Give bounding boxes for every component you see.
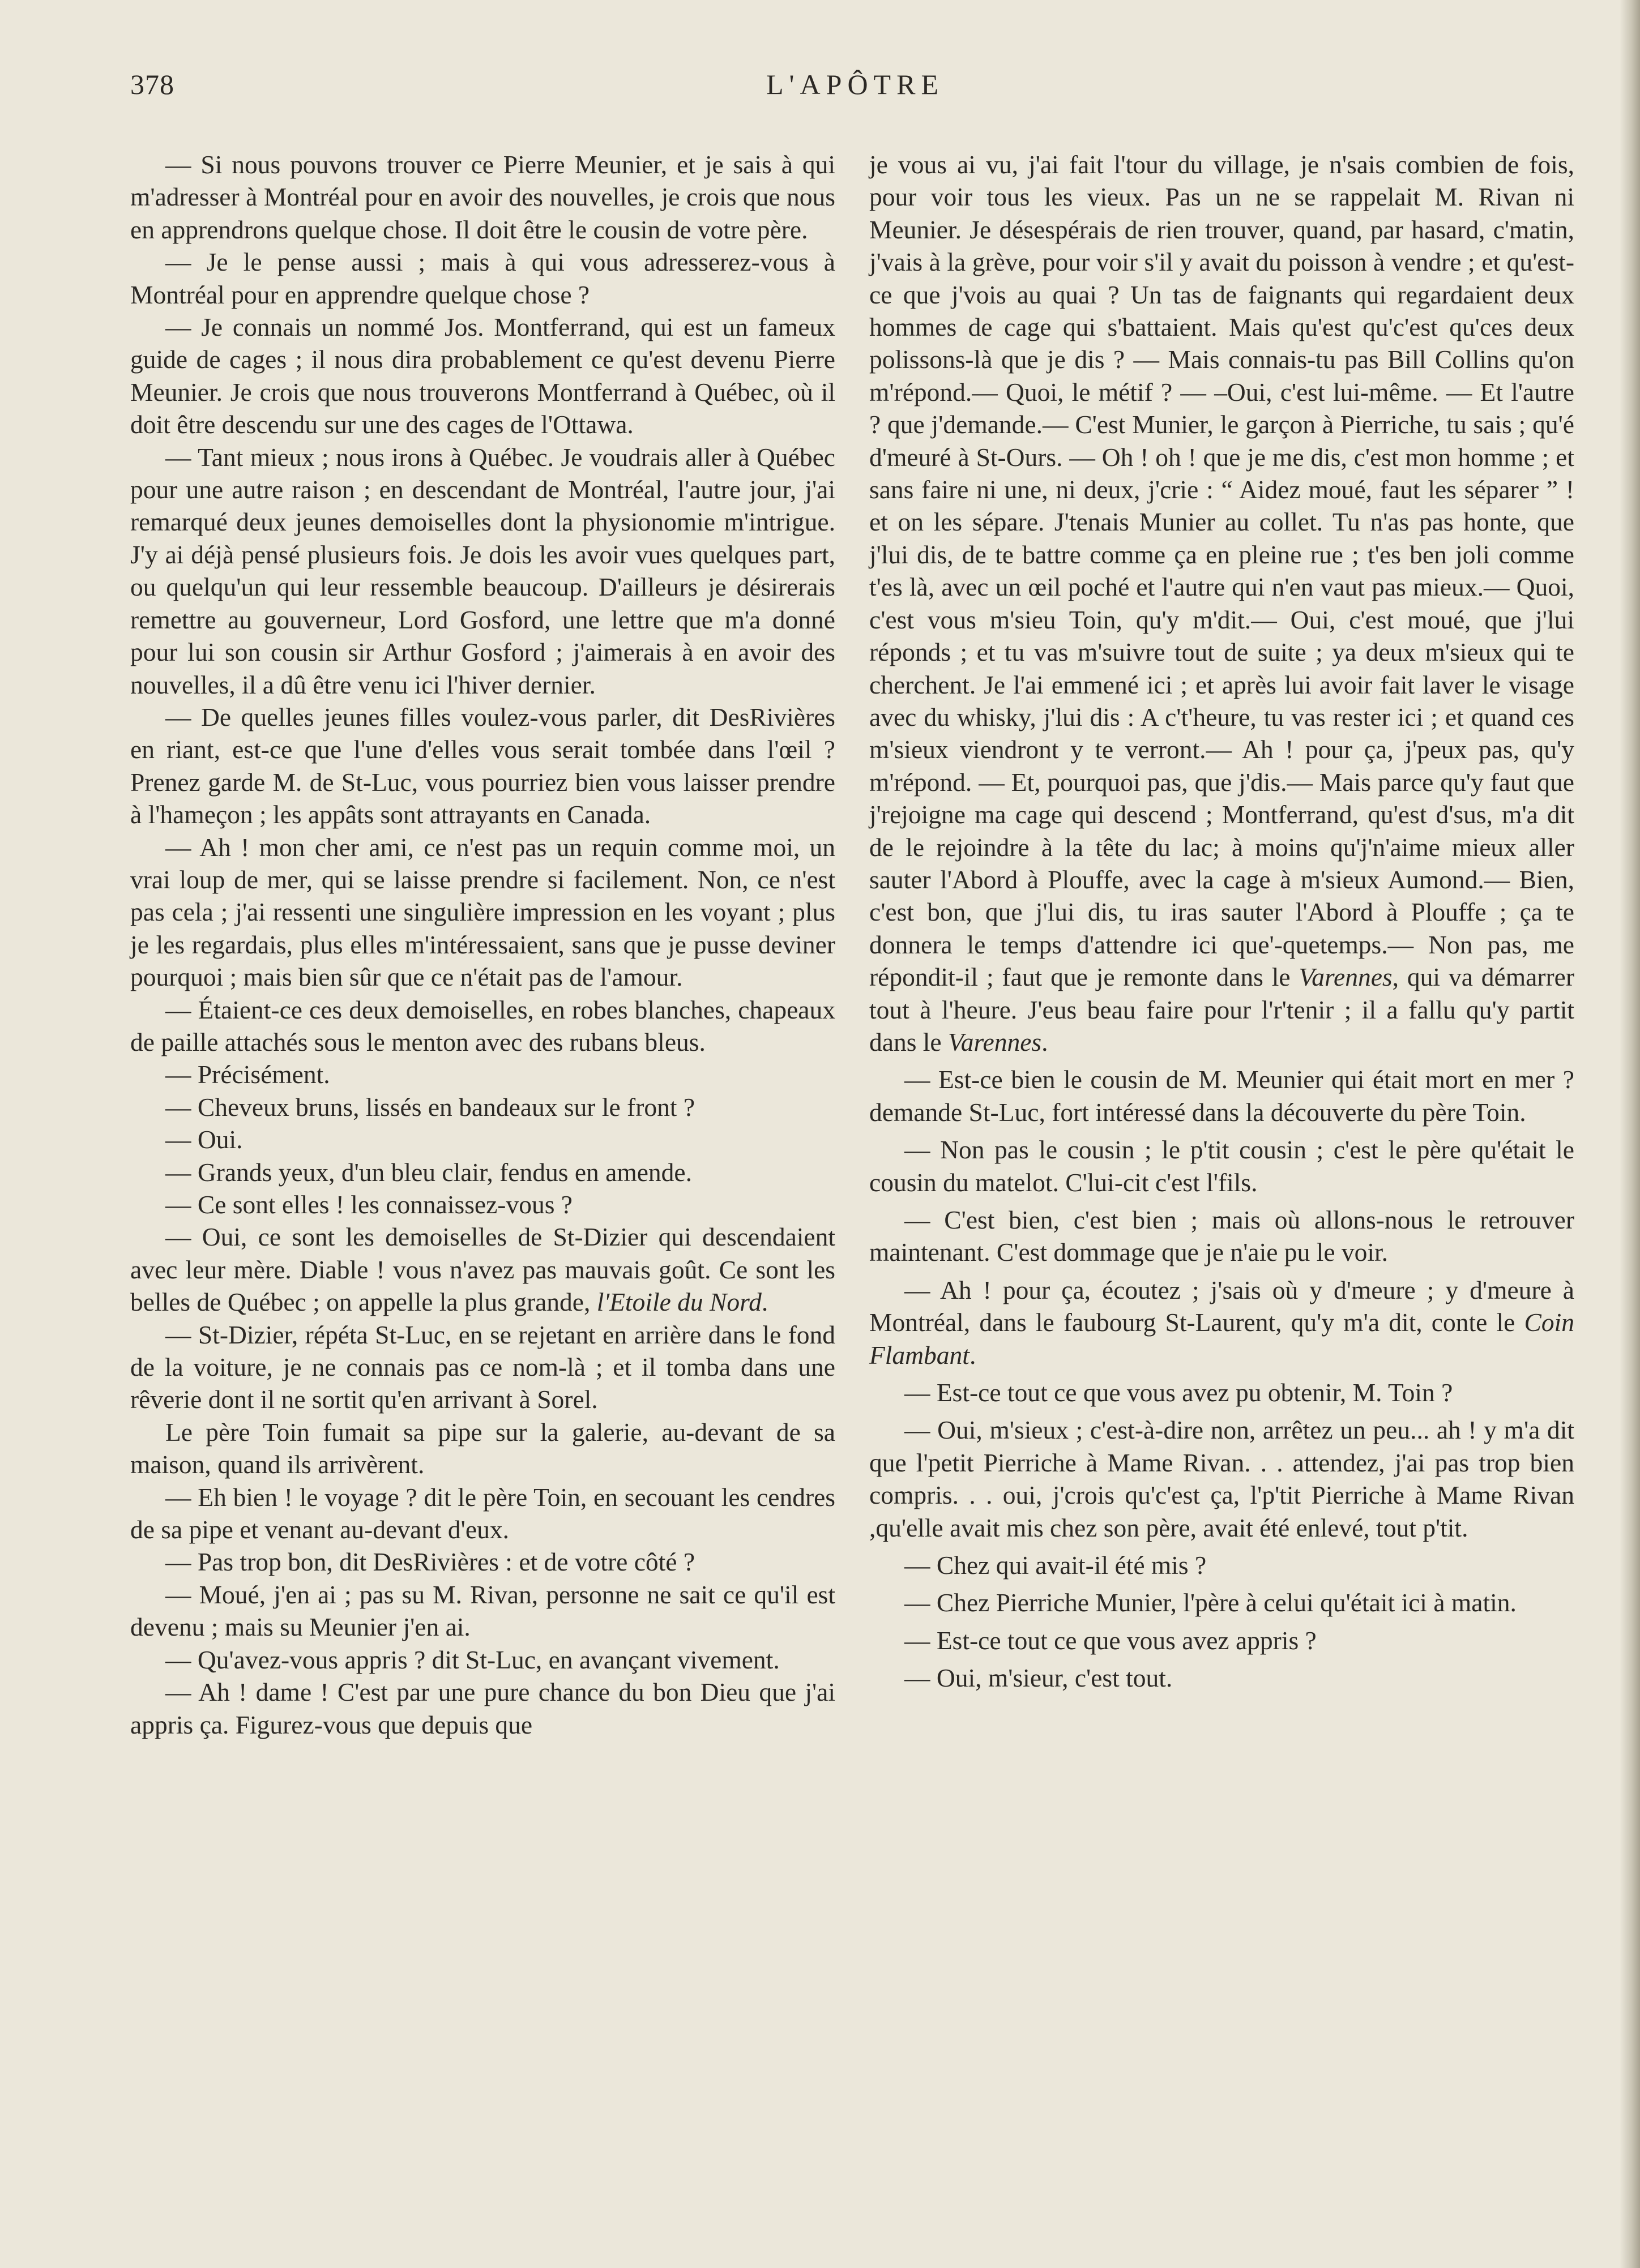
paragraph-text: — Grands yeux, d'un bleu clair, fendus en amende.	[165, 1157, 692, 1187]
italic-title: Varennes	[1299, 962, 1393, 992]
paragraph-text: — Ah ! dame ! C'est par une pure chance du bon Dieu que j'ai appris ça. Figurez-vous que depuis que	[130, 1678, 835, 1739]
paragraph	[130, 246, 835, 311]
paragraph-text: — Eh bien ! le voyage ? dit le père Toin, en secouant les cendres de sa pipe et venant au-devant d'eux.	[130, 1482, 835, 1544]
paragraph	[130, 1578, 835, 1644]
paragraph-text: .	[1041, 1027, 1048, 1056]
paragraph-text: — Oui.	[165, 1125, 243, 1154]
paragraph-text: — Je connais un nommé Jos. Montferrand, qui est un fameux guide de cages ; il nous dira probablement ce qu'est devenu Pierre Meunier. Je crois que nous trouverons Montferrand à Québec, où il doit être descendu sur une des cages de l'Ottawa.	[130, 313, 835, 439]
italic-title: l'Etoile du Nord	[596, 1287, 762, 1317]
paragraph-text: — Non pas le cousin ; le p'tit cousin ; c'est le père qu'était le cousin du matelot. C'lui-cit c'est l'fils.	[869, 1135, 1574, 1197]
paragraph-text: — C'est bien, c'est bien ; mais où allons-nous le retrouver maintenant. C'est dommage que je n'aie pu le voir.	[869, 1205, 1574, 1267]
paragraph-text: — Ah ! mon cher ami, ce n'est pas un requin comme moi, un vrai loup de mer, qui se laisse prendre si facilement. Non, ce n'est pas cela ; j'ai ressenti une singulière impression en les voyant ; plus je les regardais, plus elles m'intéressaient, sans que je pusse deviner pourquoi ; mais bien sûr que ce n'était pas de l'amour.	[130, 832, 835, 992]
paragraph-text: — Étaient-ce ces deux demoiselles, en robes blanches, chapeaux de paille attachés sous le menton avec des rubans bleus.	[130, 995, 835, 1056]
paragraph-text: — Est-ce tout ce que vous avez pu obtenir, M. Toin ?	[904, 1378, 1453, 1407]
paragraph	[869, 1133, 1574, 1199]
paragraph	[869, 1586, 1574, 1619]
paragraph	[130, 994, 835, 1059]
paragraph	[130, 701, 835, 831]
paragraph-text: — Est-ce tout ce que vous avez appris ?	[904, 1625, 1317, 1655]
paragraph	[869, 1274, 1574, 1371]
italic-title: Coin Flambant	[869, 1308, 1574, 1370]
paragraph	[869, 1204, 1574, 1269]
paragraph-text: — Si nous pouvons trouver ce Pierre Meunier, et je sais à qui m'adresser à Montréal pour en avoir des nouvelles, je crois que nous en apprendrons quelque chose. Il doit être le cousin de votre père.	[130, 150, 835, 244]
paragraph-text: Le père Toin fumait sa pipe sur la galerie, au-devant de sa maison, quand ils arrivèrent.	[130, 1417, 835, 1479]
paragraph	[130, 311, 835, 441]
paragraph-text: — Chez qui avait-il été mis ?	[904, 1551, 1207, 1580]
paragraph	[130, 1091, 835, 1123]
paragraph	[130, 1319, 835, 1416]
paragraph-text: — Ah ! pour ça, écoutez ; j'sais où y d'meure ; y d'meure à Montréal, dans le faubourg St-Laurent, qu'y m'a dit, conte le	[869, 1275, 1574, 1337]
paragraph-text: — Qu'avez-vous appris ? dit St-Luc, en avançant vivement.	[165, 1645, 780, 1674]
paragraph-text: — Je le pense aussi ; mais à qui vous adresserez-vous à Montréal pour en apprendre quelque chose ?	[130, 247, 835, 309]
paragraph	[130, 1058, 835, 1090]
paragraph-text: — Oui, m'sieur, c'est tout.	[904, 1663, 1173, 1693]
paragraph	[130, 1221, 835, 1318]
page-number: 378	[130, 69, 174, 100]
paragraph	[130, 441, 835, 701]
paragraph-text: — St-Dizier, répéta St-Luc, en se rejetant en arrière dans le fond de la voiture, je ne connais pas ce nom-là ; et il tomba dans une rêverie dont il ne sortit qu'en arrivant à Sorel.	[130, 1320, 835, 1414]
paragraph	[130, 831, 835, 994]
paragraph	[130, 1416, 835, 1481]
paragraph-text: — Pas trop bon, dit DesRivières : et de votre côté ?	[165, 1547, 695, 1577]
paragraph-text: .	[969, 1340, 976, 1370]
book-spine-shadow	[1620, 0, 1640, 2268]
paragraph-text: — Est-ce bien le cousin de M. Meunier qui était mort en mer ? demande St-Luc, fort intéressé dans la découverte du père Toin.	[869, 1065, 1574, 1127]
paragraph	[130, 1481, 835, 1546]
paragraph-text: — Chez Pierriche Munier, l'père à celui qu'était ici à matin.	[904, 1588, 1517, 1617]
paragraph	[130, 1644, 835, 1676]
paragraph	[869, 1549, 1574, 1581]
page-header	[130, 68, 1580, 113]
paragraph-text: — Ce sont elles ! les connaissez-vous ?	[165, 1190, 573, 1219]
paragraph-text: — Cheveux bruns, lissés en bandeaux sur le front ?	[165, 1092, 695, 1122]
paragraph-text: je vous ai vu, j'ai fait l'tour du village, je n'sais combien de fois, pour voir tous les vieux. Pas un ne se rappelait M. Rivan ni Meunier. Je désespérais de rien trouver, quand, par hasard, c'matin, j'vais à la grève, pour voir s'il y avait du poisson à vendre ; et qu'est-ce que j'vois au quai ? Un tas de faignants qui regardaient deux hommes de cage qui s'battaient. Mais qu'est qu'c'est qu'ces deux polissons-là que je dis ? — Mais connais-tu pas Bill Collins qu'on m'répond.— Quoi, le métif ? — –Oui, c'est lui-même. — Et l'autre ? que j'demande.— C'est Munier, le garçon à Pierriche, tu sais ; qu'é d'meuré à St-Ours. — Oh ! oh ! que je me dis, c'est mon homme ; et sans faire ni une, ni deux, j'crie : “ Aidez moué, faut les séparer ” ! et on les sépare. J'tenais Munier au collet. Tu n'as pas honte, que j'lui dis, de te battre comme ça en pleine rue ; t'es ben joli comme t'es là, avec un œil poché et l'autre qui n'en vaut pas mieux.— Quoi, c'est vous m'sieu Toin, qu'y m'dit.— Oui, c'est moué, que j'lui réponds ; et tu vas m'suivre tout de suite ; ya deux m'sieux qui te cherchent. Je l'ai emmené ici ; et après lui avoir fait laver le visage avec du whisky, j'lui dis : A c't'heure, tu vas rester ici ; et quand ces m'sieux viendront y te verront.— Ah ! pour ça, j'peux pas, qu'y m'répond. — Et, pourquoi pas, que j'dis.— Mais parce qu'y faut que j'rejoigne ma cage qui descend ; Montferrand, qu'est d'sus, m'a dit de le rejoindre à la tête du lac; à moins qu'j'n'aime mieux aller sauter l'Abord à Plouffe, avec la cage à m'sieux Aumond.— Bien, c'est bon, que j'lui dis, tu iras sauter l'Abord à Plouffe ; ça te donnera le temps d'attendre ici que'-quetemps.— Non pas, me répondit-il ; faut que je remonte dans le	[869, 150, 1574, 992]
paragraph	[130, 1156, 835, 1188]
paragraph	[130, 1188, 835, 1221]
paragraph-text: .	[761, 1287, 768, 1317]
paragraph-text: — De quelles jeunes filles voulez-vous parler, dit DesRivières en riant, est-ce que l'une d'elles vous serait tombée dans l'œil ? Prenez garde M. de St-Luc, vous pourriez bien vous laisser prendre à l'hameçon ; les appâts sont attrayants en Canada.	[130, 702, 835, 829]
paragraph	[130, 1546, 835, 1578]
paragraph	[869, 1063, 1574, 1128]
paragraph-text: — Précisément.	[165, 1060, 330, 1089]
paragraph-text: — Oui, ce sont les demoiselles de St-Dizier qui descendaient avec leur mère. Diable ! vous n'avez pas mauvais goût. Ce sont les belles de Québec ; on appelle la plus grande,	[130, 1222, 835, 1317]
right-text-column	[869, 148, 1574, 1694]
paragraph	[869, 1414, 1574, 1544]
left-text-column	[130, 148, 835, 1741]
paragraph-text: — Moué, j'en ai ; pas su M. Rivan, personne ne sait ce qu'il est devenu ; mais su Meunier j'en ai.	[130, 1580, 835, 1642]
paragraph	[869, 148, 1574, 1058]
paragraph-text: — Oui, m'sieux ; c'est-à-dire non, arrêtez un peu... ah ! y m'a dit que l'petit Pierriche à Mame Rivan. . . attendez, j'ai pas trop bien compris. . . oui, j'crois qu'c'est ça, l'p'tit Pierriche à Mame Rivan ,qu'elle avait mis chez son père, avait été enlevé, tout p'tit.	[869, 1415, 1574, 1542]
paragraph	[869, 1376, 1574, 1409]
paragraph	[130, 148, 835, 246]
paragraph-text: , qui va démarrer tout à l'heure. J'eus beau faire pour l'r'tenir ; il a fallu qu'y partit dans le	[869, 962, 1574, 1056]
italic-title: Varennes	[948, 1027, 1042, 1056]
paragraph	[869, 1624, 1574, 1657]
running-title: L'APÔTRE	[766, 69, 944, 100]
paragraph	[869, 1662, 1574, 1694]
paragraph	[130, 1676, 835, 1741]
paragraph	[130, 1123, 835, 1156]
paragraph-text: — Tant mieux ; nous irons à Québec. Je voudrais aller à Québec pour une autre raison ; en descendant de Montréal, l'autre jour, j'ai remarqué deux jeunes demoiselles dont la physionomie m'intrigue. J'y ai déjà pensé plusieurs fois. Je dois les avoir vues quelques part, ou quelqu'un qui leur ressemble beaucoup. D'ailleurs je désirerais remettre au gouverneur, Lord Gosford, une lettre que m'a donné pour lui son cousin sir Arthur Gosford ; j'aimerais à en avoir des nouvelles, il a dû être venu ici l'hiver dernier.	[130, 442, 835, 699]
